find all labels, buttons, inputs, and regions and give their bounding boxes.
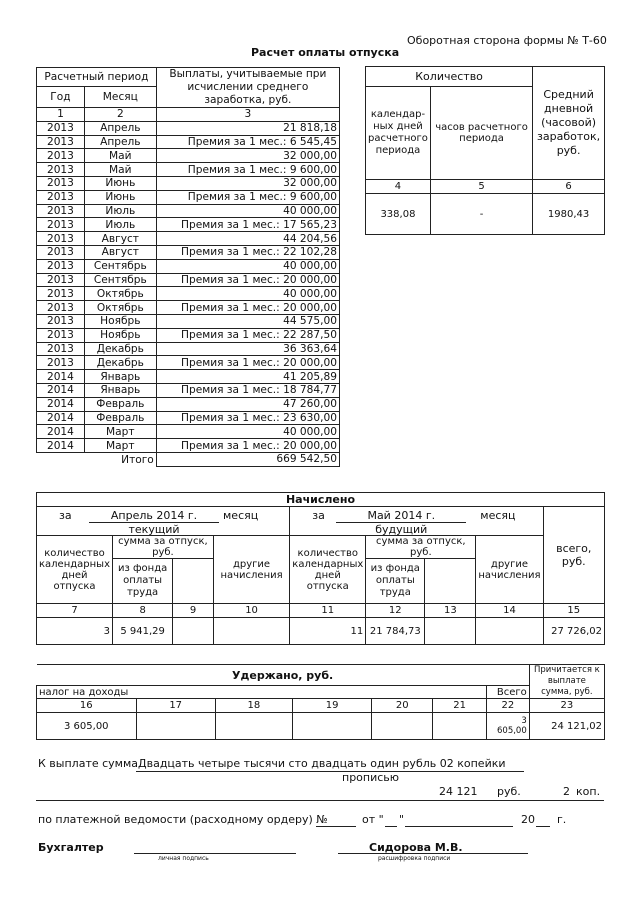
next-blank-header bbox=[425, 559, 476, 604]
payment-month: Октябрь bbox=[84, 301, 156, 315]
payment-month: Июнь bbox=[84, 190, 156, 204]
payment-row bbox=[37, 342, 340, 356]
payment-amount: Премия за 1 мес.: 22 102,28 bbox=[156, 245, 339, 259]
avg-earnings-header: Средний дневной (часовой) заработок, руб. bbox=[533, 67, 605, 180]
withheld-total-header: Всего bbox=[487, 686, 530, 699]
col-num: 12 bbox=[366, 604, 425, 618]
form-reference: Оборотная сторона формы № Т-60 bbox=[407, 34, 607, 47]
total-header: всего, руб. bbox=[543, 507, 604, 604]
withheld-title: Удержано, руб. bbox=[37, 665, 530, 686]
personal-signature-caption: личная подпись bbox=[158, 855, 209, 862]
total-label: Итого bbox=[121, 453, 154, 466]
payment-row bbox=[37, 411, 340, 425]
payment-year: 2014 bbox=[37, 411, 85, 425]
payment-amount: 32 000,00 bbox=[156, 149, 339, 163]
day-line bbox=[385, 826, 397, 827]
current-month-word: месяц bbox=[223, 509, 259, 522]
payment-month: Январь bbox=[84, 383, 156, 397]
payment-year: 2014 bbox=[37, 425, 85, 439]
kop-value: 2 bbox=[563, 785, 570, 798]
next-month-word: месяц bbox=[480, 509, 516, 522]
payout-words-line bbox=[136, 771, 524, 772]
col-num: 20 bbox=[372, 699, 433, 713]
hours-value: - bbox=[430, 194, 532, 235]
from-label: от " bbox=[362, 813, 384, 826]
empty-cell bbox=[476, 618, 543, 645]
payment-year: 2014 bbox=[37, 383, 85, 397]
payment-amount: 32 000,00 bbox=[156, 176, 339, 190]
current-label: текущий bbox=[128, 523, 180, 536]
payment-month: Март bbox=[84, 439, 156, 453]
payment-month: Ноябрь bbox=[84, 328, 156, 342]
payment-month: Май bbox=[84, 163, 156, 177]
payout-words: Двадцать четыре тысячи сто двадцать один рубль 02 копейки bbox=[138, 757, 506, 770]
col-num: 16 bbox=[37, 699, 137, 713]
payment-month: Январь bbox=[84, 370, 156, 384]
payment-amount: Премия за 1 мес.: 20 000,00 bbox=[156, 301, 339, 315]
current-sum-header: сумма за отпуск, руб. bbox=[113, 536, 214, 559]
avg-earnings-value: 1980,43 bbox=[533, 194, 605, 235]
withheld-total-value: 3 605,00 bbox=[487, 713, 530, 740]
payment-row bbox=[37, 259, 340, 273]
current-days-header: количество календарных дней отпуска bbox=[37, 536, 113, 604]
current-month-value: Апрель 2014 г. bbox=[89, 509, 219, 523]
payment-amount: 40 000,00 bbox=[156, 259, 339, 273]
payment-amount: 36 363,64 bbox=[156, 342, 339, 356]
statement-number-line bbox=[316, 826, 356, 827]
payment-amount: 40 000,00 bbox=[156, 287, 339, 301]
payment-amount: Премия за 1 мес.: 20 000,00 bbox=[156, 356, 339, 370]
payment-year: 2013 bbox=[37, 301, 85, 315]
empty-cell bbox=[215, 713, 292, 740]
propisyu-label: прописью bbox=[342, 771, 400, 784]
payment-month: Октябрь bbox=[84, 287, 156, 301]
payable-header: Причитается к выплате сумма, руб. bbox=[529, 665, 604, 699]
payment-row bbox=[37, 301, 340, 315]
rub-label: руб. bbox=[497, 785, 521, 798]
payment-year: 2013 bbox=[37, 149, 85, 163]
col-num: 9 bbox=[173, 604, 214, 618]
col-num: 22 bbox=[487, 699, 530, 713]
payment-month: Февраль bbox=[84, 411, 156, 425]
col-num: 15 bbox=[543, 604, 604, 618]
payment-amount: Премия за 1 мес.: 9 600,00 bbox=[156, 190, 339, 204]
col-num: 6 bbox=[533, 180, 605, 194]
payment-year: 2013 bbox=[37, 287, 85, 301]
payment-year: 2013 bbox=[37, 314, 85, 328]
current-other-header: другие начисления bbox=[213, 536, 289, 604]
empty-cell bbox=[215, 686, 292, 699]
next-other-header: другие начисления bbox=[476, 536, 543, 604]
payment-month: Февраль bbox=[84, 397, 156, 411]
current-za: за bbox=[59, 509, 72, 522]
payment-year: 2013 bbox=[37, 245, 85, 259]
accrued-title: Начислено bbox=[37, 493, 605, 507]
tax-header: налог на доходы bbox=[37, 686, 137, 699]
empty-cell bbox=[433, 713, 487, 740]
payment-amount: Премия за 1 мес.: 20 000,00 bbox=[156, 439, 339, 453]
year-line bbox=[536, 826, 550, 827]
payment-amount: 44 204,56 bbox=[156, 232, 339, 246]
statement-label: по платежной ведомости (расходному ордеру) № bbox=[38, 813, 328, 826]
year-label: 20 bbox=[521, 813, 535, 826]
empty-cell bbox=[372, 686, 433, 699]
payment-amount: 21 818,18 bbox=[156, 121, 339, 135]
payment-row bbox=[37, 273, 340, 287]
propisyu-line bbox=[36, 800, 604, 801]
payment-row bbox=[37, 383, 340, 397]
col-num: 13 bbox=[425, 604, 476, 618]
payment-year: 2013 bbox=[37, 176, 85, 190]
payment-row bbox=[37, 204, 340, 218]
col-num: 2 bbox=[84, 108, 156, 122]
payment-year: 2013 bbox=[37, 259, 85, 273]
payment-year: 2013 bbox=[37, 356, 85, 370]
col-num: 17 bbox=[136, 699, 215, 713]
payment-month: Май bbox=[84, 149, 156, 163]
payment-month: Апрель bbox=[84, 121, 156, 135]
cal-days-header: календар-ных дней расчетного периода bbox=[366, 87, 431, 180]
payment-year: 2013 bbox=[37, 218, 85, 232]
payment-year: 2014 bbox=[37, 370, 85, 384]
payment-row bbox=[37, 190, 340, 204]
year-header: Год bbox=[37, 87, 85, 108]
g-label: г. bbox=[557, 813, 567, 826]
next-za: за bbox=[312, 509, 325, 522]
payment-row bbox=[37, 287, 340, 301]
empty-cell bbox=[173, 618, 214, 645]
kop-label: коп. bbox=[576, 785, 601, 798]
payment-row bbox=[37, 135, 340, 149]
payment-row bbox=[37, 370, 340, 384]
accrued-table bbox=[36, 492, 605, 645]
next-month-value: Май 2014 г. bbox=[336, 509, 466, 523]
rub-value: 24 121 bbox=[439, 785, 478, 798]
next-days-value: 11 bbox=[290, 618, 366, 645]
payment-month: Август bbox=[84, 245, 156, 259]
count-table bbox=[365, 66, 605, 235]
payment-row bbox=[37, 245, 340, 259]
payment-amount: 44 575,00 bbox=[156, 314, 339, 328]
next-label: будущий bbox=[375, 523, 428, 536]
empty-cell bbox=[293, 713, 372, 740]
next-days-header: количество календарных дней отпуска bbox=[290, 536, 366, 604]
col-num: 14 bbox=[476, 604, 543, 618]
payment-year: 2013 bbox=[37, 232, 85, 246]
payment-year: 2013 bbox=[37, 204, 85, 218]
current-blank-header bbox=[173, 559, 214, 604]
next-month-cell bbox=[290, 507, 543, 536]
payment-year: 2013 bbox=[37, 190, 85, 204]
empty-cell bbox=[136, 686, 215, 699]
withheld-table bbox=[36, 664, 605, 740]
payment-month: Сентябрь bbox=[84, 273, 156, 287]
payments-header: Выплаты, учитываемые при исчислении среднего заработка, руб. bbox=[156, 68, 339, 108]
payment-amount: Премия за 1 мес.: 17 565,23 bbox=[156, 218, 339, 232]
payment-amount: 47 260,00 bbox=[156, 397, 339, 411]
accountant-label: Бухгалтер bbox=[38, 841, 104, 854]
payment-month: Декабрь bbox=[84, 356, 156, 370]
payment-row bbox=[37, 356, 340, 370]
payment-amount: Премия за 1 мес.: 20 000,00 bbox=[156, 273, 339, 287]
next-fund-header: из фонда оплаты труда bbox=[366, 559, 425, 604]
payment-month: Март bbox=[84, 425, 156, 439]
col-num: 21 bbox=[433, 699, 487, 713]
accrued-total-value: 27 726,02 bbox=[543, 618, 604, 645]
empty-cell bbox=[136, 713, 215, 740]
payment-amount: 40 000,00 bbox=[156, 425, 339, 439]
payment-row bbox=[37, 121, 340, 135]
current-days-value: 3 bbox=[37, 618, 113, 645]
col-num: 23 bbox=[529, 699, 604, 713]
quantity-header: Количество bbox=[366, 67, 533, 87]
payment-amount: Премия за 1 мес.: 23 630,00 bbox=[156, 411, 339, 425]
empty-cell bbox=[213, 618, 289, 645]
payment-month: Сентябрь bbox=[84, 259, 156, 273]
period-header: Расчетный период bbox=[37, 68, 157, 87]
personal-signature-line bbox=[134, 853, 296, 854]
payment-amount: 40 000,00 bbox=[156, 204, 339, 218]
decoded-signature-caption: расшифровка подписи bbox=[378, 855, 451, 862]
payment-row bbox=[37, 176, 340, 190]
payment-row bbox=[37, 163, 340, 177]
payment-year: 2013 bbox=[37, 342, 85, 356]
decoded-signature-line bbox=[338, 853, 528, 854]
payments-table bbox=[36, 67, 340, 467]
col-num: 7 bbox=[37, 604, 113, 618]
quote-close: " bbox=[399, 813, 405, 826]
month-header: Месяц bbox=[84, 87, 156, 108]
col-num: 18 bbox=[215, 699, 292, 713]
payment-row bbox=[37, 439, 340, 453]
col-num: 4 bbox=[366, 180, 431, 194]
payment-month: Август bbox=[84, 232, 156, 246]
month-line bbox=[405, 826, 513, 827]
cal-days-value: 338,08 bbox=[366, 194, 431, 235]
payment-month: Июль bbox=[84, 204, 156, 218]
empty-cell bbox=[293, 686, 372, 699]
next-sum-header: сумма за отпуск, руб. bbox=[366, 536, 476, 559]
current-fund-value: 5 941,29 bbox=[113, 618, 173, 645]
current-month-cell bbox=[37, 507, 290, 536]
payout-label: К выплате сумма bbox=[38, 757, 139, 770]
col-num: 10 bbox=[213, 604, 289, 618]
page-title: Расчет оплаты отпуска bbox=[251, 46, 400, 59]
payment-row bbox=[37, 218, 340, 232]
col-num: 1 bbox=[37, 108, 85, 122]
payment-amount: Премия за 1 мес.: 18 784,77 bbox=[156, 383, 339, 397]
payment-month: Июль bbox=[84, 218, 156, 232]
col-num: 3 bbox=[156, 108, 339, 122]
col-num: 11 bbox=[290, 604, 366, 618]
payment-month: Ноябрь bbox=[84, 314, 156, 328]
hours-header: часов расчетного периода bbox=[430, 87, 532, 180]
payment-year: 2013 bbox=[37, 273, 85, 287]
payment-month: Июнь bbox=[84, 176, 156, 190]
payment-month: Декабрь bbox=[84, 342, 156, 356]
accountant-name: Сидорова М.В. bbox=[369, 841, 463, 854]
payment-row bbox=[37, 232, 340, 246]
payment-year: 2013 bbox=[37, 328, 85, 342]
current-fund-header: из фонда оплаты труда bbox=[113, 559, 173, 604]
payment-year: 2014 bbox=[37, 439, 85, 453]
payment-amount: 41 205,89 bbox=[156, 370, 339, 384]
payment-year: 2014 bbox=[37, 397, 85, 411]
empty-cell bbox=[425, 618, 476, 645]
total-value: 669 542,50 bbox=[156, 452, 339, 466]
empty-cell bbox=[433, 686, 487, 699]
payment-row bbox=[37, 397, 340, 411]
payment-year: 2013 bbox=[37, 135, 85, 149]
payment-year: 2013 bbox=[37, 121, 85, 135]
payment-month: Апрель bbox=[84, 135, 156, 149]
payment-year: 2013 bbox=[37, 163, 85, 177]
payment-row bbox=[37, 328, 340, 342]
payment-row bbox=[37, 149, 340, 163]
col-num: 5 bbox=[430, 180, 532, 194]
payable-value: 24 121,02 bbox=[529, 713, 604, 740]
col-num: 8 bbox=[113, 604, 173, 618]
tax-value: 3 605,00 bbox=[37, 713, 137, 740]
next-fund-value: 21 784,73 bbox=[366, 618, 425, 645]
payment-row bbox=[37, 314, 340, 328]
payment-amount: Премия за 1 мес.: 22 287,50 bbox=[156, 328, 339, 342]
payment-amount: Премия за 1 мес.: 6 545,45 bbox=[156, 135, 339, 149]
payment-amount: Премия за 1 мес.: 9 600,00 bbox=[156, 163, 339, 177]
col-num: 19 bbox=[293, 699, 372, 713]
empty-cell bbox=[372, 713, 433, 740]
payment-row bbox=[37, 425, 340, 439]
